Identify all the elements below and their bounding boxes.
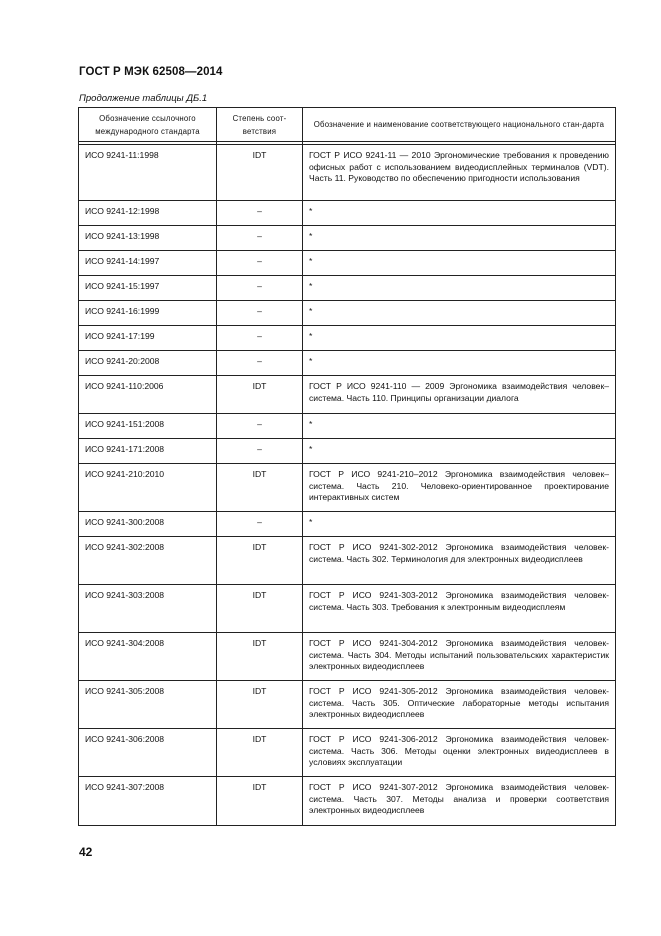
degree-cell: IDT (217, 729, 303, 777)
reference-cell: ИСО 9241-12:1998 (79, 201, 217, 226)
column-header-reference: Обозначение ссылочного международного стандарта (79, 108, 217, 142)
national-standard-cell: ГОСТ Р ИСО 9241-305-2012 Эргономика взаимодействия человек-система. Часть 305. Оптические лабораторные методы испытания электронных видеодисплеев (303, 681, 616, 729)
degree-cell: IDT (217, 777, 303, 826)
table-row (79, 414, 616, 439)
degree-cell: IDT (217, 681, 303, 729)
degree-cell: IDT (217, 633, 303, 681)
national-standard-cell: * (303, 226, 616, 251)
reference-cell: ИСО 9241-302:2008 (79, 537, 217, 585)
degree-cell: – (217, 301, 303, 326)
column-header-degree: Степень соот-ветствия (217, 108, 303, 142)
table-row (79, 145, 616, 201)
reference-cell: ИСО 9241-110:2006 (79, 376, 217, 414)
table-row (79, 681, 616, 729)
degree-cell: – (217, 351, 303, 376)
reference-cell: ИСО 9241-11:1998 (79, 145, 217, 201)
national-standard-cell: * (303, 351, 616, 376)
table-row (79, 585, 616, 633)
table-row (79, 729, 616, 777)
degree-cell: IDT (217, 464, 303, 512)
reference-cell: ИСО 9241-171:2008 (79, 439, 217, 464)
degree-cell: – (217, 201, 303, 226)
degree-cell: IDT (217, 376, 303, 414)
degree-cell: – (217, 276, 303, 301)
degree-cell: – (217, 326, 303, 351)
degree-cell: – (217, 512, 303, 537)
table-row (79, 276, 616, 301)
table-row (79, 326, 616, 351)
standards-table (78, 107, 616, 826)
national-standard-cell: * (303, 201, 616, 226)
table-caption: Продолжение таблицы ДБ.1 (79, 93, 208, 104)
reference-cell: ИСО 9241-13:1998 (79, 226, 217, 251)
degree-cell: IDT (217, 145, 303, 201)
table-row (79, 633, 616, 681)
reference-cell: ИСО 9241-306:2008 (79, 729, 217, 777)
reference-cell: ИСО 9241-17:199 (79, 326, 217, 351)
national-standard-cell: * (303, 251, 616, 276)
national-standard-cell: * (303, 301, 616, 326)
reference-cell: ИСО 9241-307:2008 (79, 777, 217, 826)
table-row (79, 226, 616, 251)
national-standard-cell: * (303, 276, 616, 301)
national-standard-cell: * (303, 439, 616, 464)
table-header-row (79, 108, 616, 142)
national-standard-cell: ГОСТ Р ИСО 9241-307-2012 Эргономика взаимодействия человек-система. Часть 307. Методы анализа и проверки соответствия электронных видеодисплеев (303, 777, 616, 826)
national-standard-cell: ГОСТ Р ИСО 9241-303-2012 Эргономика взаимодействия человек-система. Часть 303. Требования к электронным видеодисплеям (303, 585, 616, 633)
table-row (79, 301, 616, 326)
table-row (79, 201, 616, 226)
table-row (79, 439, 616, 464)
degree-cell: – (217, 251, 303, 276)
reference-cell: ИСО 9241-15:1997 (79, 276, 217, 301)
national-standard-cell: * (303, 512, 616, 537)
national-standard-cell: ГОСТ Р ИСО 9241-304-2012 Эргономика взаимодействия человек-система. Часть 304. Методы испытаний пользовательских характеристик электронных видеодисплеев (303, 633, 616, 681)
page-number: 42 (79, 845, 93, 859)
table-row (79, 512, 616, 537)
reference-cell: ИСО 9241-14:1997 (79, 251, 217, 276)
reference-cell: ИСО 9241-20:2008 (79, 351, 217, 376)
national-standard-cell: ГОСТ Р ИСО 9241-11 — 2010 Эргономические требования к проведению офисных работ с использованием видеодисплейных терминалов (VDT). Часть 11. Руководство по обеспечению пригодности использования (303, 145, 616, 201)
table-row (79, 351, 616, 376)
table-row (79, 537, 616, 585)
degree-cell: – (217, 226, 303, 251)
national-standard-cell: * (303, 326, 616, 351)
reference-cell: ИСО 9241-16:1999 (79, 301, 217, 326)
reference-cell: ИСО 9241-210:2010 (79, 464, 217, 512)
degree-cell: – (217, 414, 303, 439)
reference-cell: ИСО 9241-304:2008 (79, 633, 217, 681)
reference-cell: ИСО 9241-151:2008 (79, 414, 217, 439)
table-row (79, 777, 616, 826)
degree-cell: IDT (217, 537, 303, 585)
national-standard-cell: ГОСТ Р ИСО 9241-302-2012 Эргономика взаимодействия человек-система. Часть 302. Терминология для электронных видеодисплеев (303, 537, 616, 585)
reference-cell: ИСО 9241-303:2008 (79, 585, 217, 633)
degree-cell: – (217, 439, 303, 464)
document-header: ГОСТ Р МЭК 62508—2014 (79, 66, 223, 78)
national-standard-cell: ГОСТ Р ИСО 9241-306-2012 Эргономика взаимодействия человек-система. Часть 306. Методы оценки электронных видеодисплеев в условиях эксплуатации (303, 729, 616, 777)
degree-cell: IDT (217, 585, 303, 633)
national-standard-cell: * (303, 414, 616, 439)
national-standard-cell: ГОСТ Р ИСО 9241-210–2012 Эргономика взаимодействия человек–система. Часть 210. Человеко-ориентированное проектирование интерактивных систем (303, 464, 616, 512)
column-header-national: Обозначение и наименование соответствующего национального стан-дарта (303, 108, 616, 142)
reference-cell: ИСО 9241-300:2008 (79, 512, 217, 537)
table-row (79, 376, 616, 414)
reference-cell: ИСО 9241-305:2008 (79, 681, 217, 729)
table-row (79, 251, 616, 276)
national-standard-cell: ГОСТ Р ИСО 9241-110 — 2009 Эргономика взаимодействия человек–система. Часть 110. Принципы организации диалога (303, 376, 616, 414)
table-row (79, 464, 616, 512)
